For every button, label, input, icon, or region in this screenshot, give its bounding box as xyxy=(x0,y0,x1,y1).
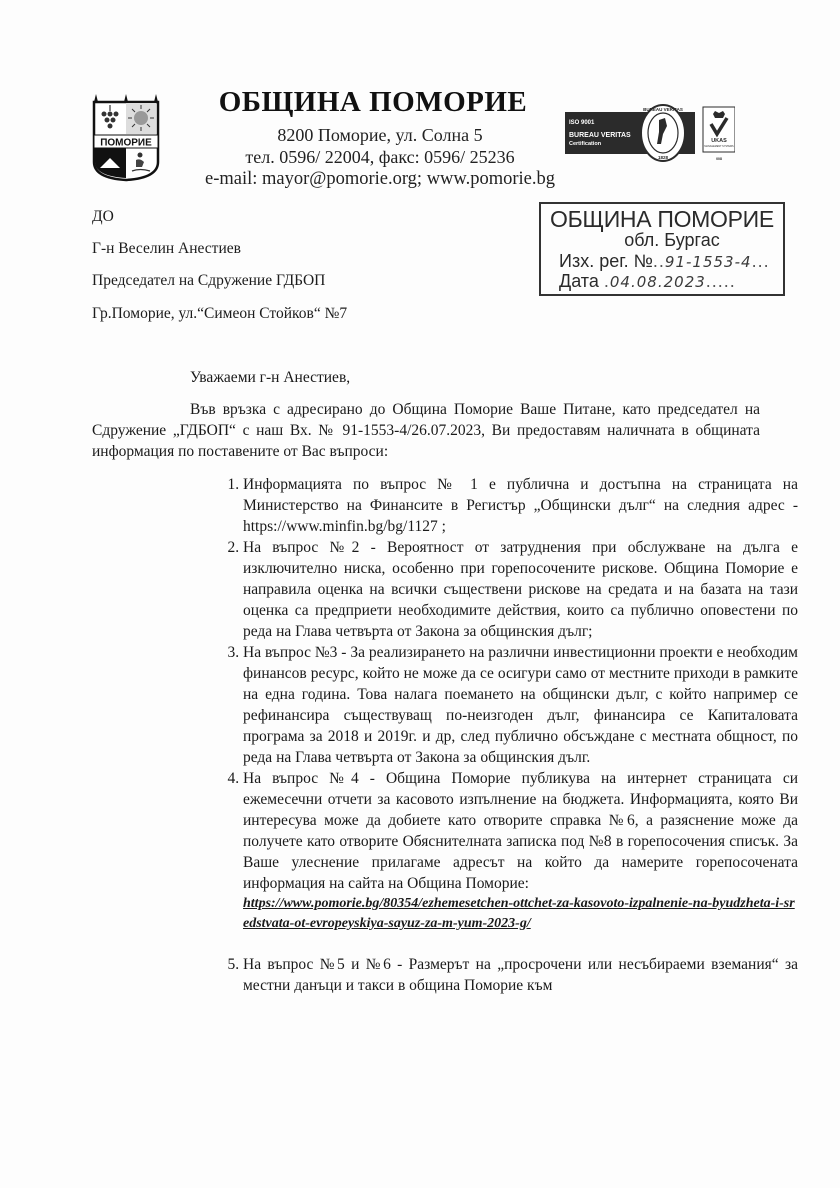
stamp-date-label: Дата xyxy=(559,271,599,291)
stamp-date-row: Дата .04.08.2023..... xyxy=(559,271,736,291)
letter-greeting: Уважаеми г-н Анестиев, xyxy=(190,369,351,386)
recipient-name: Г-н Веселин Анестиев xyxy=(92,240,241,257)
budget-report-link[interactable]: https://www.pomorie.bg/80354/ezhemesetchen-ottchet-za-kasovoto-izpalnenie-na-byudzheta-i-sredstvata-ot-evropeyskiya-sayuz-za-m-yum-2023-g/ xyxy=(243,896,795,931)
answers-list xyxy=(205,474,798,996)
recipient-position: Председател на Сдружение ГДБОП xyxy=(92,272,326,289)
answer-text: Информацията по въпрос № 1 е публична и достъпна на страницата на Министерство на Финансите в Регистър „Общински дълг“ на следния адрес - https://www.minfin.bg/bg/1127 ; xyxy=(243,476,798,535)
ukas-number: 008 xyxy=(716,157,722,161)
answer-text: На въпрос №2 - Вероятност от затруднения при обслужване на дълга е изключително ниска, особенно при горепосочените рискове. Община Поморие е направила оценка на всички съществени рискове на средата и на базата на тази оценка са предприети необходимите действия, които са публично оповестени по реда на Глава четвърта от Закона за общинския дълг; xyxy=(243,539,798,640)
answer-text: На въпрос №4 - Община Поморие публикува на интернет страницата си ежемесечни отчети за касовото изпълнение на бюджета. Информацията, която Ви интересува може да добиете като отворите справка №6, а разяснение може да получете като отворите Обяснителната записка под №8 в горепосочения списък. За Ваше улеснение прилагаме адресът на който да намерите горепосочената информация на сайта на Община Поморие: xyxy=(243,770,798,892)
organization-contact: e-mail: mayor@pomorie.org; www.pomorie.bg xyxy=(205,169,555,189)
ukas-label: UKAS xyxy=(711,138,727,144)
stamp-reg-row: Изх. рег. №..91-1553-4... xyxy=(559,251,770,271)
organization-address: 8200 Поморие, ул. Солна 5 xyxy=(277,125,483,145)
registration-stamp xyxy=(539,202,785,296)
organization-title: ОБЩИНА ПОМОРИЕ xyxy=(218,86,528,118)
stamp-reg-value: 91-1553-4 xyxy=(664,253,752,271)
letter-intro-paragraph: Във връзка с адресирано до Община Поморие Ваше Питане, като председател на Сдружение „ГДБОП“ с наш Вх. № 91-1553-4/26.07.2023, Ви предоставям наличната в общината информация по поставените от Вас въпроси: xyxy=(92,401,760,460)
answer-item-3 xyxy=(243,642,798,768)
ukas-subtitle: MANAGEMENT SYSTEMS xyxy=(704,145,734,148)
answer-text: На въпрос №3 - За реализирането на различни инвестиционни проекти е необходим финансов ресурс, който не може да се осигури само от местните приходи в рамките на една година. Това налага поемането на общински дълг, с който например се рефинансира съществуващ по-неизгоден дълг, финансира се Капиталовата програма за 2018 и 2019г. и др, след публично обсъждане с местната общност, по реда на Глава четвърта от Закона за общинския дълг. xyxy=(243,644,798,766)
organization-phone: тел. 0596/ 22004, факс: 0596/ 25236 xyxy=(245,147,515,167)
answer-item-5 xyxy=(243,954,798,996)
bureau-veritas-label: BUREAU VERITAS xyxy=(569,132,631,139)
seal-year: 1828 xyxy=(657,155,669,160)
iso-label: ISO 9001 xyxy=(569,120,595,126)
stamp-date-value: 04.08.2023 xyxy=(609,273,706,291)
crest-label: ПОМОРИЕ xyxy=(100,137,152,149)
seal-text: BUREAU VERITAS xyxy=(643,107,683,112)
certification-logos xyxy=(565,104,735,164)
answer-item-1 xyxy=(243,474,798,537)
stamp-organization: ОБЩИНА ПОМОРИЕ xyxy=(550,206,774,232)
stamp-reg-label: Изх. рег. № xyxy=(559,251,653,271)
answer-text: На въпрос №5 и №6 - Размерът на „просрочени или несъбираеми вземания“ за местни данъци и такси в община Поморие към xyxy=(243,956,798,994)
answer-item-4 xyxy=(243,768,798,934)
certification-label: Certification xyxy=(569,141,602,147)
stamp-region: обл. Бургас xyxy=(624,230,720,250)
answer-item-2 xyxy=(243,537,798,642)
recipient-address: Гр.Поморие, ул.“Симеон Стойков“ №7 xyxy=(92,305,348,322)
recipient-to: ДО xyxy=(92,208,114,225)
